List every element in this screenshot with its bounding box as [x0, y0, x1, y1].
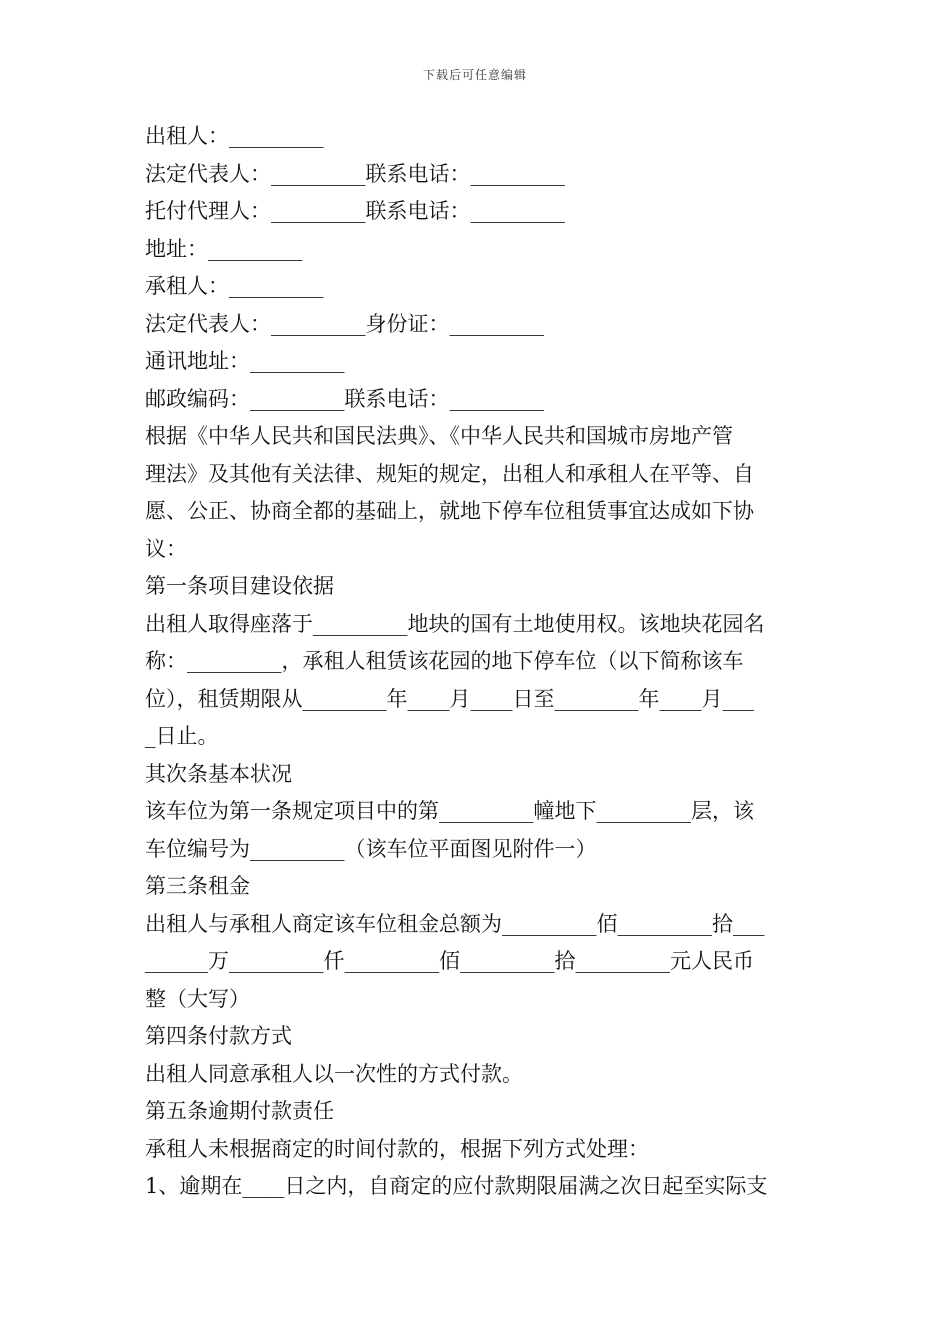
article-3-line-3: 整（大写） [145, 986, 250, 1011]
article-1-line-3: 位），租赁期限从________年____月____日至________年____月___ [145, 686, 754, 711]
preamble-line-4: 议： [145, 536, 187, 561]
lessor-address-line: 地址：_________ [145, 236, 303, 261]
page-header-note: 下载后可任意编辑 [422, 68, 527, 82]
article-3-line-2: ______万_________仟_________佰_________拾_________元人民币 [145, 949, 754, 973]
lessor-legal-rep-line: 法定代表人：_________联系电话：_________ [145, 161, 565, 186]
article-3-line-1: 出租人与承租人商定该车位租金总额为_________佰_________拾___ [145, 911, 765, 936]
article-1-line-2: 称：_________，承租人租赁该花园的地下停车位（以下简称该车 [145, 649, 744, 673]
article-1-line-1: 出租人取得座落于_________地块的国有土地使用权。该地块花园名 [145, 611, 765, 636]
article-3-heading: 第三条租金 [145, 874, 250, 898]
article-5-heading: 第五条逾期付款责任 [145, 1099, 334, 1123]
preamble-line-3: 愿、公正、协商全都的基础上，就地下停车位租赁事宜达成如下协 [145, 499, 754, 523]
preamble-line-2: 理法》及其他有关法律、规矩的规定，出租人和承租人在平等、自 [145, 461, 754, 486]
lessor-agent-line: 托付代理人：_________联系电话：_________ [145, 199, 565, 223]
article-5-line-2: 1、逾期在____日之内，自商定的应付款期限届满之次日起至实际支 [145, 1174, 768, 1198]
article-1-line-4: _日止。 [145, 724, 219, 748]
preamble-line-1: 根据《中华人民共和国民法典》、《中华人民共和国城市房地产管 [145, 424, 733, 448]
article-1-heading: 第一条项目建设依据 [145, 574, 334, 598]
article-2-line-1: 该车位为第一条规定项目中的第_________幢地下_________层，该 [145, 799, 754, 823]
article-2-heading: 其次条基本状况 [145, 761, 292, 786]
lessee-legal-rep-line: 法定代表人：_________身份证：_________ [145, 311, 544, 336]
article-5-line-1: 承租人未根据商定的时间付款的，根据下列方式处理： [145, 1136, 649, 1161]
article-2-line-2: 车位编号为_________（该车位平面图见附件一） [145, 836, 597, 861]
lessee-line: 承租人：_________ [145, 274, 324, 298]
lessor-line: 出租人：_________ [145, 124, 324, 148]
lessee-postcode-line: 邮政编码：_________联系电话：_________ [145, 386, 544, 411]
lessee-address-line: 通讯地址：_________ [145, 349, 345, 373]
article-4-heading: 第四条付款方式 [145, 1024, 292, 1048]
document-body [145, 118, 807, 1206]
article-4-line-1: 出租人同意承租人以一次性的方式付款。 [145, 1061, 523, 1086]
